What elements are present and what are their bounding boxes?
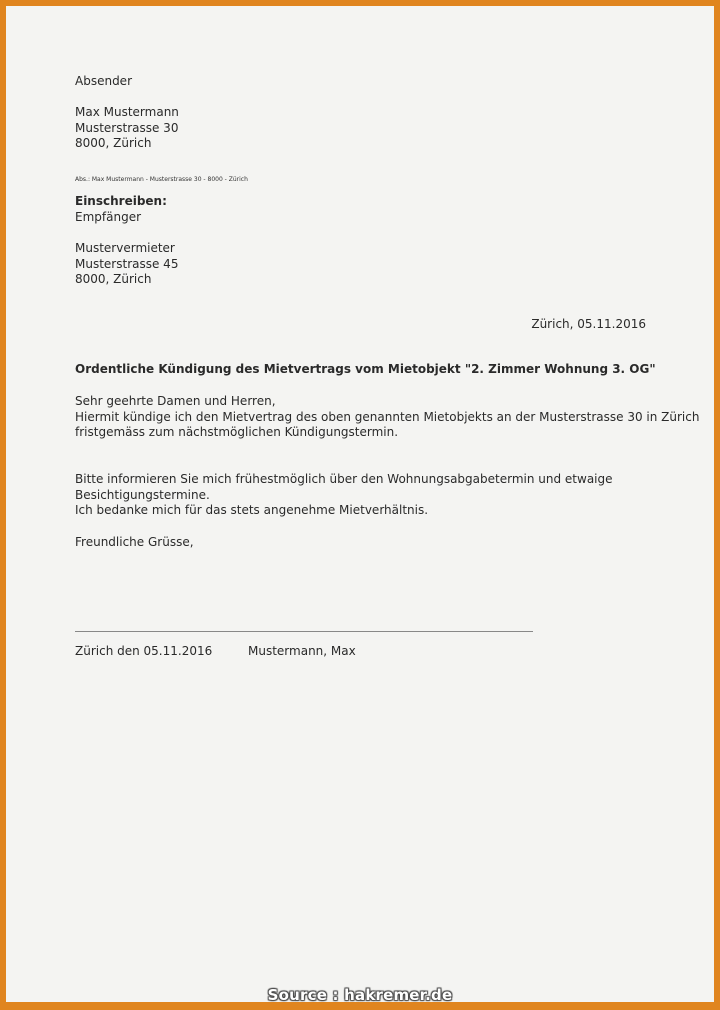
closing: Freundliche Grüsse, [75, 535, 194, 549]
recipient-header [75, 194, 167, 225]
letter-page [6, 6, 714, 1002]
closing-block [75, 535, 194, 551]
recipient-name: Mustervermieter [75, 241, 175, 255]
letter-body-part2 [75, 472, 613, 519]
recipient-address [75, 241, 178, 288]
salutation: Sehr geehrte Damen und Herren, [75, 394, 276, 408]
sender-name: Max Mustermann [75, 105, 179, 119]
letter-subject: Ordentliche Kündigung des Mietvertrags vom Mietobjekt "2. Zimmer Wohnung 3. OG" [75, 362, 656, 376]
registered-mail-label: Einschreiben: [75, 194, 167, 208]
paragraph1-line2: fristgemäss zum nächstmöglichen Kündigungstermin. [75, 425, 399, 439]
recipient-heading: Empfänger [75, 209, 142, 224]
recipient-city: 8000, Zürich [75, 272, 152, 286]
paragraph1-line1: Hiermit kündige ich den Mietvertrag des oben genannten Mietobjekts an der Musterstrasse 30 in Zürich [75, 409, 700, 424]
signature-place-date: Zürich den 05.11.2016 [75, 644, 213, 658]
signature-name: Mustermann, Max [248, 644, 356, 658]
letter-date: Zürich, 05.11.2016 [531, 317, 646, 331]
source-watermark: Source : hakremer.de [267, 986, 453, 1004]
sender-heading-block [75, 74, 132, 90]
sender-address [75, 105, 179, 152]
letter-document [6, 6, 714, 1002]
sender-street: Musterstrasse 30 [75, 120, 179, 135]
letter-body-part1 [75, 394, 699, 441]
sender-city: 8000, Zürich [75, 136, 152, 150]
recipient-street: Musterstrasse 45 [75, 256, 179, 271]
sender-heading: Absender [75, 74, 132, 88]
paragraph2-line2: Besichtigungstermine. [75, 487, 210, 502]
return-address-text: Abs.: Max Mustermann - Musterstrasse 30 - 8000 - Zürich [75, 176, 248, 183]
return-address-line [75, 176, 248, 184]
paragraph2-line1: Bitte informieren Sie mich frühestmöglich über den Wohnungsabgabetermin und etwaige [75, 472, 613, 486]
paragraph2-line3: Ich bedanke mich für das stets angenehme Mietverhältnis. [75, 503, 429, 517]
signature-line [75, 631, 533, 632]
